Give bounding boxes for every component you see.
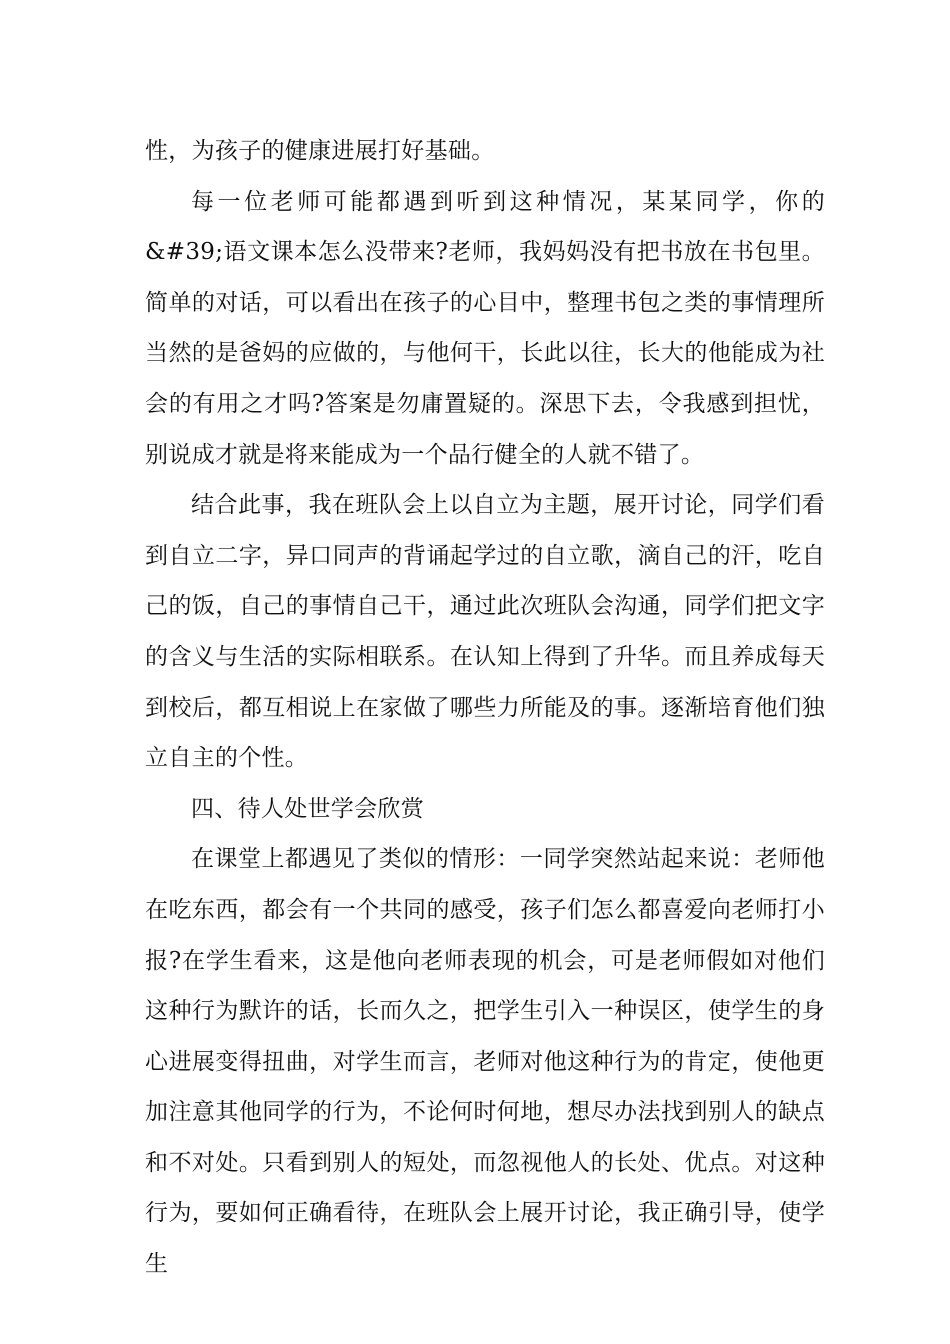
paragraph-1: 性，为孩子的健康进展打好基础。 — [145, 138, 495, 164]
paragraph-4: 在课堂上都遇见了类似的情形：一同学突然站起来说：老师他在吃东西，都会有一个共同的感受，孩子们怎么都喜爱向老师打小报?在学生看来，这是他向老师表现的机会，可是老师假如对他们这种行为默许的话，长而久之，把学生引入一种误区，使学生的身心进展变得扭曲，对学生而言，老师对他这种行为的肯定，使他更加注意其他同学的行为，不论何时何地，想尽办法找到别人的缺点和不对处。只看到别人的短处，而忽视他人的长处、优点。对这种行为，要如何正确看待，在班队会上展开讨论，我正确引导，使学生 — [145, 846, 825, 1278]
document-body — [145, 126, 825, 1290]
section-heading: 四、待人处世学会欣赏 — [191, 795, 424, 822]
paragraph-3: 结合此事，我在班队会上以自立为主题，展开讨论，同学们看到自立二字，异口同声的背诵起学过的自立歌，滴自己的汗，吃自己的饭，自己的事情自己干，通过此次班队会沟通，同学们把文字的含义与生活的实际相联系。在认知上得到了升华。而且养成每天到校后，都互相说上在家做了哪些力所能及的事。逐渐培育他们独立自主的个性。 — [145, 492, 825, 772]
paragraph-2: 每一位老师可能都遇到听到这种情况，某某同学，你的&#39;语文课本怎么没带来?老师，我妈妈没有把书放在书包里。简单的对话，可以看出在孩子的心目中，整理书包之类的事情理所当然的是爸妈的应做的，与他何干，长此以往，长大的他能成为社会的有用之才吗?答案是勿庸置疑的。深思下去，令我感到担忧，别说成才就是将来能成为一个品行健全的人就不错了。 — [145, 188, 825, 468]
